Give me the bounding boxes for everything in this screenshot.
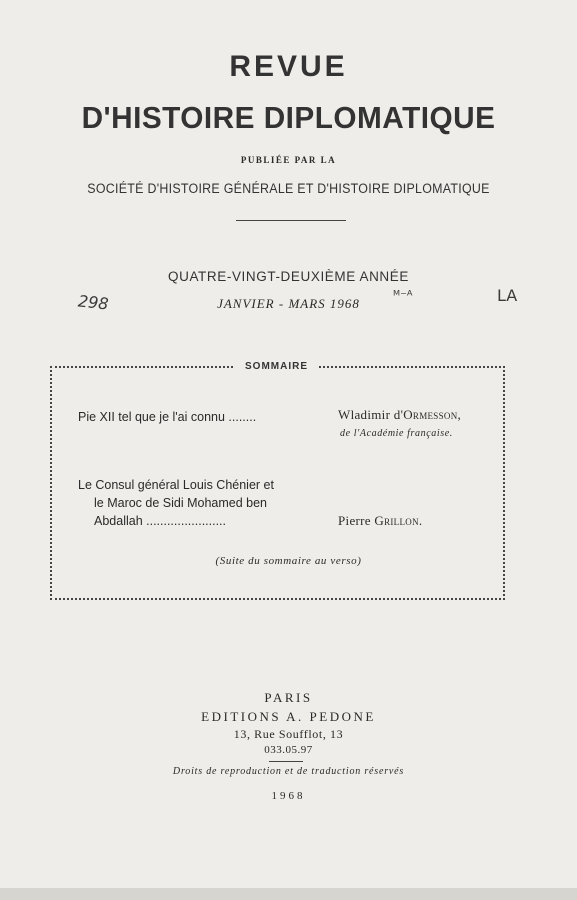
divider-rule	[269, 761, 303, 762]
publisher-city: PARIS	[264, 690, 313, 705]
rights-notice: Droits de reproduction et de traduction réservés	[172, 766, 405, 777]
journal-title-line2: D'HISTOIRE DIPLOMATIQUE	[81, 100, 496, 135]
society-name: SOCIÉTÉ D'HISTOIRE GÉNÉRALE ET D'HISTOIRE DIPLOMATIQUE	[87, 181, 490, 196]
publisher-address: 13, Rue Soufflot, 13	[233, 727, 344, 741]
contents-heading: SOMMAIRE	[235, 361, 318, 372]
publisher-name: EDITIONS A. PEDONE	[201, 709, 376, 724]
handwritten-note: 298	[77, 291, 110, 314]
page-edge	[0, 888, 577, 900]
publication-year: 1968	[271, 790, 306, 802]
journal-title-line1: REVUE	[229, 50, 348, 83]
article-title: le Maroc de Sidi Mohamed ben	[94, 496, 268, 510]
publisher-phone: 033.05.97	[264, 744, 313, 756]
volume-year: QUATRE-VINGT-DEUXIÈME ANNÉE	[168, 269, 409, 284]
handwritten-note: LA	[497, 286, 518, 305]
published-by: PUBLIÉE PAR LA	[240, 155, 337, 165]
divider-rule	[236, 220, 346, 221]
article-title: Abdallah .......................	[94, 514, 227, 528]
article-title: Pie XII tel que je l'ai connu ........	[78, 410, 257, 424]
handwritten-note: ᴹ⁻ᴬ	[393, 289, 413, 304]
article-author: Pierre Grillon.	[338, 513, 423, 528]
article-author: Wladimir d'Ormesson,	[338, 407, 462, 422]
author-affiliation: de l'Académie française.	[340, 428, 453, 439]
issue-dates: JANVIER - MARS 1968	[217, 296, 360, 311]
article-title: Le Consul général Louis Chénier et	[78, 478, 274, 492]
contents-continued-note: (Suite du sommaire au verso)	[215, 555, 362, 567]
